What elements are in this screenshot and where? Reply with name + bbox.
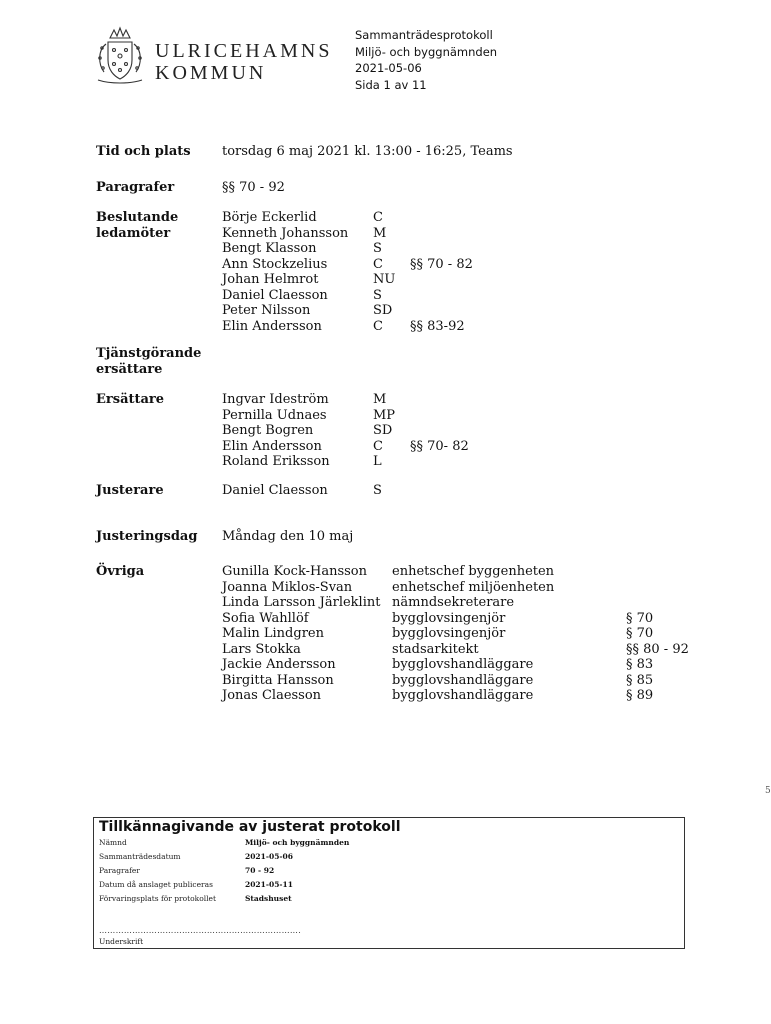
serving-substitutes-line2: ersättare: [96, 361, 163, 377]
margin-mark: 5: [765, 786, 771, 796]
list-item: Bengt Klasson S: [222, 241, 382, 256]
list-item: Roland Eriksson L: [222, 454, 382, 469]
list-item: Birgitta Hansson bygglovshandläggare § 85: [222, 672, 654, 688]
members-label-line1: Beslutande: [96, 210, 179, 225]
signature-label: Underskrift: [99, 937, 144, 946]
members-label: [96, 210, 178, 241]
list-item: Peter Nilsson SD: [222, 303, 393, 318]
municipality-logo-text: [155, 40, 332, 84]
adjuster-name: Daniel Claesson: [222, 483, 328, 498]
list-item: Börje Eckerlid C: [222, 210, 383, 225]
notice-title: Tillkännagivande av justerat protokoll: [99, 819, 401, 835]
list-item: Pernilla Udnaes MP: [222, 407, 396, 423]
list-item: Gunilla Kock-Hansson enhetschef byggenheten: [222, 564, 555, 579]
list-item: Linda Larsson Järleklint nämndsekreterare: [222, 595, 515, 610]
list-item: Ann Stockzelius C §§ 70 - 82: [222, 256, 473, 272]
others-list: [222, 564, 692, 709]
adjustment-day-value: Måndag den 10 maj: [222, 529, 354, 544]
list-item: Jackie Andersson bygglovshandläggare § 83: [222, 657, 654, 672]
list-item: Malin Lindgren bygglovsingenjör § 70: [222, 626, 654, 641]
board-name: Miljö- och byggnämnden: [355, 44, 498, 59]
doc-type: Sammanträdesprotokoll: [355, 28, 493, 42]
serving-substitutes-line1: Tjänstgörande: [96, 346, 202, 361]
others-label: Övriga: [96, 564, 145, 579]
substitutes-label: Ersättare: [96, 392, 165, 407]
logo-line-2: KOMMUN: [155, 62, 267, 84]
page-indicator: Sida 1 av 11: [355, 77, 427, 92]
list-item: Lars Stokka stadsarkitekt §§ 80 - 92: [222, 641, 689, 657]
list-item: Elin Andersson C §§ 70- 82: [222, 438, 469, 454]
list-item: Daniel Claesson S: [222, 287, 382, 303]
document-header: [355, 27, 497, 93]
paragraphs-value: §§ 70 - 92: [222, 180, 285, 195]
list-item: Sofia Wahllöf bygglovsingenjör § 70: [222, 610, 654, 626]
list-item: Elin Andersson C §§ 83-92: [222, 318, 465, 334]
adjuster-party: S: [373, 483, 382, 498]
adjusted-protocol-notice: Tillkännagivande av justerat protokoll Nämnd Miljö- och byggnämnden Sammanträdesdatum 2021-05-06 Paragrafer 70 - 92 Datum då anslaget publiceras 2021-05-11 Förvaringsplats för protokollet Stadshuset ………………………………………………………………. Underskrift: [93, 817, 685, 949]
list-item: Joanna Miklos-Svan enhetschef miljöenheten: [222, 579, 555, 595]
paragraphs-label: Paragrafer: [96, 180, 175, 195]
serving-substitutes-label: [96, 346, 201, 377]
coat-of-arms-icon: [92, 24, 148, 86]
meeting-date: 2021-05-06: [355, 61, 422, 75]
substitutes-list: [222, 392, 522, 472]
time-place-value: torsdag 6 maj 2021 kl. 13:00 - 16:25, Teams: [222, 144, 513, 159]
signature-line: ……………………………………………………………….: [99, 926, 302, 935]
time-place-label: Tid och plats: [96, 144, 191, 159]
members-label-line2: ledamöter: [96, 225, 171, 241]
list-item: Bengt Bogren SD: [222, 423, 393, 438]
list-item: Ingvar Ideström M: [222, 392, 387, 407]
list-item: Kenneth Johansson M: [222, 225, 387, 241]
list-item: Jonas Claesson bygglovshandläggare § 89: [222, 688, 654, 703]
adjustment-day-label: Justeringsdag: [96, 529, 198, 544]
members-list: [222, 210, 522, 340]
adjuster-label: Justerare: [96, 483, 164, 498]
list-item: Johan Helmrot NU: [222, 272, 396, 287]
logo-line-1: ULRICEHAMNS: [155, 40, 333, 62]
